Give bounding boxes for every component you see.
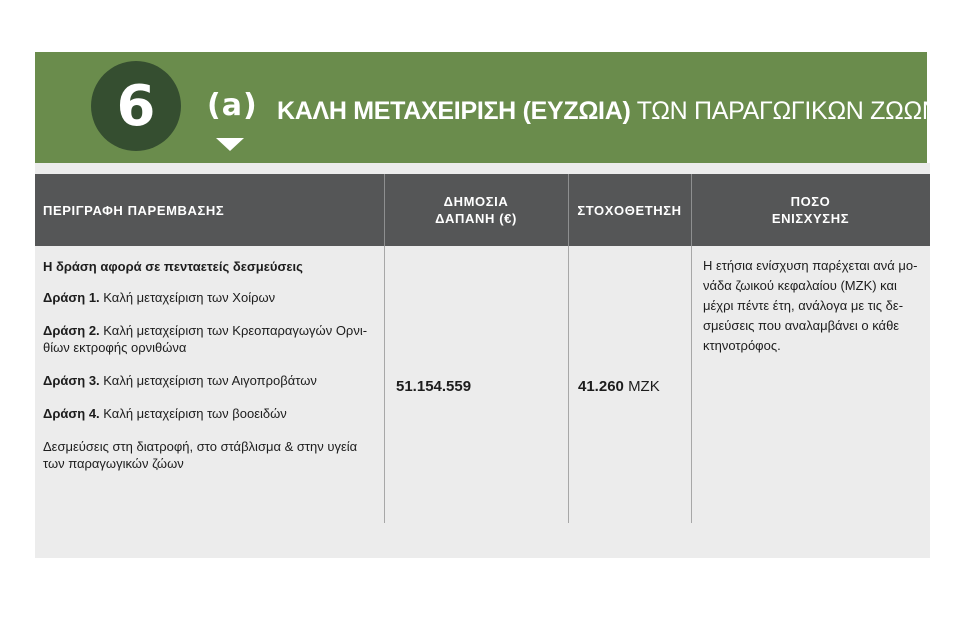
public-expense-value: 51.154.559	[396, 378, 472, 395]
header-divider	[691, 174, 692, 246]
action-item	[43, 289, 373, 306]
header-description: ΠΕΡΙΓΡΑΦΗ ΠΑΡΕΜΒΑΣΗΣ	[43, 202, 225, 218]
action-text: Καλή μεταχείριση των Χοίρων	[103, 290, 276, 305]
action-text: Καλή μεταχείριση των Κρεοπαραγωγών Ορνι-	[103, 323, 368, 338]
action-text-continued: θίων εκτροφής ορνιθώνα	[43, 340, 187, 355]
subsection-label: (a)	[207, 88, 258, 123]
target-unit: ΜΖΚ	[628, 378, 660, 395]
section-banner	[35, 52, 940, 163]
section-title-regular: ΤΩΝ ΠΑΡΑΓΩΓΙΚΩΝ ΖΩΩΝ	[636, 97, 940, 125]
section-title	[277, 97, 940, 126]
header-divider	[384, 174, 385, 246]
column-divider	[384, 246, 385, 523]
table-header	[35, 174, 930, 246]
action-text: Καλή μεταχείριση των βοοειδών	[103, 406, 287, 421]
action-label: Δράση 1.	[43, 290, 100, 305]
action-item	[43, 372, 373, 389]
support-amount-cell	[703, 256, 925, 356]
down-arrow-icon	[216, 138, 244, 151]
action-label: Δράση 3.	[43, 373, 100, 388]
header-targeting: ΣΤΟΧΟΘΕΤΗΣΗ	[577, 202, 682, 218]
support-text-line: μέχρι πέντε έτη, ανάλογα με τις δε-	[703, 298, 904, 313]
column-divider	[568, 246, 569, 523]
header-public-expense-line2: ΔΑΠΑΝΗ (€)	[435, 211, 517, 226]
action-label: Δράση 4.	[43, 406, 100, 421]
support-text-line: κτηνοτρόφος.	[703, 338, 781, 353]
measure-table	[35, 163, 930, 558]
description-intro: Η δράση αφορά σε πενταετείς δεσμεύσεις	[43, 259, 303, 274]
section-title-bold: ΚΑΛΗ ΜΕΤΑΧΕΙΡΙΣΗ (ΕΥΖΩΙΑ)	[277, 97, 631, 125]
support-text-line: νάδα ζωικού κεφαλαίου (ΜΖΚ) και	[703, 278, 897, 293]
header-support-line1: ΠΟΣΟ	[790, 194, 831, 209]
action-item	[43, 405, 373, 422]
support-text-line: σμεύσεις που αναλαμβάνει ο κάθε	[703, 318, 900, 333]
header-support-amount	[691, 174, 930, 246]
description-cell	[43, 258, 373, 488]
column-divider	[691, 246, 692, 523]
commitments-text	[43, 438, 373, 472]
target-number: 41.260	[578, 378, 624, 395]
header-divider	[568, 174, 569, 246]
action-label: Δράση 2.	[43, 323, 100, 338]
support-text-line: Η ετήσια ενίσχυση παρέχεται ανά μο-	[703, 258, 918, 273]
action-text: Καλή μεταχείριση των Αιγοπροβάτων	[103, 373, 317, 388]
action-item	[43, 322, 373, 356]
header-public-expense	[384, 174, 568, 246]
commitments-line2: των παραγωγικών ζώων	[43, 456, 184, 471]
commitments-line1: Δεσμεύσεις στη διατροφή, στο στάβλισμα & στην υγεία	[43, 439, 358, 454]
section-number-badge: 6	[91, 61, 181, 151]
target-value	[578, 378, 660, 395]
header-public-expense-line1: ΔΗΜΟΣΙΑ	[443, 194, 509, 209]
header-support-line2: ΕΝΙΣΧΥΣΗΣ	[771, 211, 850, 226]
